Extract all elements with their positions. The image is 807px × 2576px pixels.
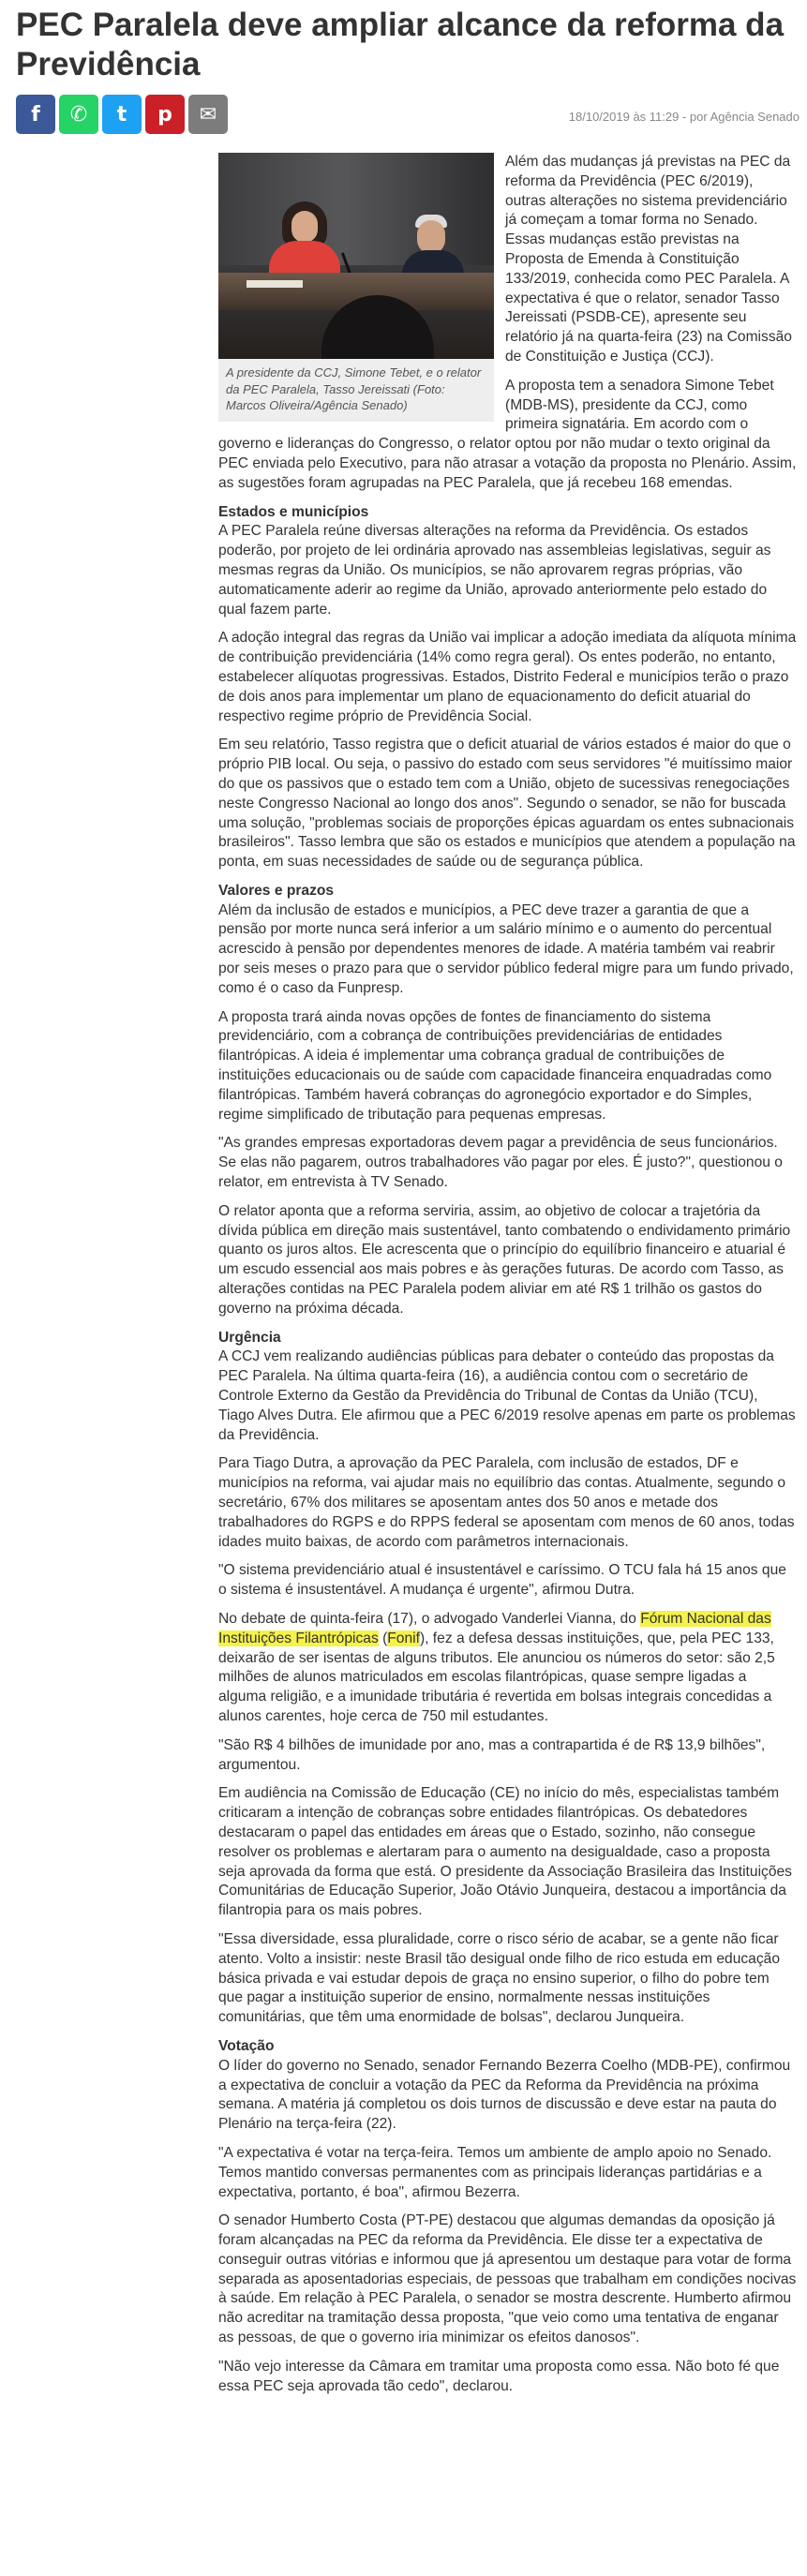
photo-caption: A presidente da CCJ, Simone Tebet, e o relator da PEC Paralela, Tasso Jereissati (Foto: Marcos Oliveira/Agência Senado) — [226, 365, 482, 412]
paragraph: "Não vejo interesse da Câmara em tramitar uma proposta como essa. Não boto fé que essa PEC seja aprovada tão cedo", declarou. — [218, 2358, 780, 2394]
paragraph: Além da inclusão de estados e municípios, a PEC deve trazer a garantia de que a pensão por morte nunca será inferior a um salário mínimo e o aumento do percentual acrescido à pensão por dependentes menores de idade. A matéria também vai reabrir por seis meses o prazo para que o servidor público federal migre para um fundo privado, como é o caso da Funpresp. — [218, 901, 794, 996]
article-photo — [218, 153, 494, 359]
article-body — [218, 153, 798, 2405]
pinterest-icon: p — [157, 102, 172, 127]
facebook-icon: f — [31, 102, 40, 127]
article-figure — [218, 153, 494, 422]
whatsapp-icon: ✆ — [69, 102, 88, 127]
paragraph: "São R$ 4 bilhões de imunidade por ano, mas a contrapartida é de R$ 13,9 bilhões", argumentou. — [218, 1736, 766, 1773]
facebook-share-button[interactable] — [16, 95, 55, 134]
section-heading: Estados e municípios — [218, 503, 369, 520]
paragraph: O senador Humberto Costa (PT-PE) destacou que algumas demandas da oposição já foram alcançadas na PEC da reforma da Previdência. Ele disse ter a expectativa de conseguir outras vitórias e informou que já apresentou um destaque para votar de forma separada as aposentadorias especiais, de pessoas que trabalham em condições nocivas à saúde. Em relação à PEC Paralela, o senador se mostra descrente. Humberto afirmou não acreditar na tramitação dessa proposta, "que veio como uma tentativa de enganar as pessoas, de que o governo iria minimizar os efeitos danosos". — [218, 2212, 797, 2346]
paragraph: Para Tiago Dutra, a aprovação da PEC Paralela, com inclusão de estados, DF e municípios na reforma, vai ajudar mais no equilíbrio das contas. Atualmente, segundo o secretário, 67% dos militares se aposentam antes dos 50 anos e metade dos trabalhadores do RGPS e do RPPS federal se aposentam com menos de 60 anos, todas idades muito baixas, de acordo com parâmetros internacionais. — [218, 1455, 795, 1550]
pinterest-share-button[interactable] — [145, 95, 185, 134]
text-run: ), fez a defesa dessas instituições, que, pela PEC 133, deixarão de ser isentas de alguns tributos. Ele anunciou os números do setor: são 2,5 milhões de alunos matriculados em escolas filantrópicas, quase sempre ligadas a alguma religião, e a imunidade tributária é revertida em bolsas integrais concedidas a alunos carentes, hoje cerca de 750 mil estudantes. — [218, 1630, 775, 1724]
share-bar — [16, 95, 228, 134]
whatsapp-share-button[interactable] — [59, 95, 98, 134]
paragraph: A proposta trará ainda novas opções de fontes de financiamento do sistema previdenciário, com a cobrança de contribuições previdenciárias de entidades filantrópicas. A ideia é implementar uma cobrança gradual de contribuições de instituições educacionais ou de saúde com capacidade financeira enquadradas como filantrópicas. Também haverá cobranças do agronegócio exportador e do Simples, regime simplificado de tributação para pequenas empresas. — [218, 1008, 772, 1123]
text-run: No debate de quinta-feira (17), o advogado Vanderlei Vianna, do — [218, 1610, 641, 1627]
email-share-button[interactable] — [188, 95, 228, 134]
paragraph: A adoção integral das regras da União vai implicar a adoção imediata da alíquota mínima de contribuição previdenciária (14% como regra geral). Os entes poderão, no entanto, estabelecer alíquotas progressivas. Estados, Distrito Federal e municípios terão o prazo de dois anos para implementar um plano de equacionamento do deficit atuarial do respectivo regime próprio de Previdência Social. — [218, 630, 797, 724]
paragraph: Em seu relatório, Tasso registra que o deficit atuarial de vários estados é maior do que o próprio PIB local. Ou seja, o passivo do estado com seus servidores "é muitíssimo maior do que os passivos que o estado tem com a União, objeto de sucessivas renegociações neste Congresso Nacional ao longo dos anos". Segundo o senador, se não for buscada uma solução, "problemas sociais de proporções épicas aguardam os entes subnacionais brasileiros". Tasso lembra que são os estados e municípios que atendem a população na ponta, em suas necessidades de saúde ou de segurança pública. — [218, 737, 796, 871]
paragraph: O líder do governo no Senado, senador Fernando Bezerra Coelho (MDB-PE), confirmou a expectativa de concluir a votação da PEC da Reforma da Previdência na próxima semana. A matéria já completou os dois turnos de discussão e deve estar na pauta do Plenário na terça-feira (22). — [218, 2057, 791, 2133]
paragraph: A PEC Paralela reúne diversas alterações na reforma da Previdência. Os estados poderão, por projeto de lei ordinária aprovado nas assembleias legislativas, seguir as mesmas regras da União. Os municípios, se não aprovarem regras próprias, vão automaticamente aderir ao regime da União, aprovado anteriormente pelo estado do qual fazem parte. — [218, 523, 771, 618]
email-icon: ✉ — [199, 102, 217, 127]
paragraph: O relator aponta que a reforma serviria, assim, ao objetivo de colocar a trajetória da dívida pública em direção mais sustentável, tanto combatendo o endividamento primário quanto os juros altos. Ele acrescenta que o princípio do equilíbrio financeiro e atuarial é um escudo essencial aos mais pobres e às gerações futuras. De acordo com Tasso, as alterações contidas na PEC Paralela podem aliviar em até R$ 1 trilhão os gastos do governo na próxima década. — [218, 1202, 791, 1317]
highlighted-link-fonif-name[interactable]: Fórum Nacional das Instituições Filantrópicas — [218, 1610, 771, 1646]
twitter-share-button[interactable] — [102, 95, 142, 134]
paragraph: "Essa diversidade, essa pluralidade, corre o risco sério de acabar, se a gente não ficar atento. Volto a insistir: neste Brasil tão desigual onde filho de rico estuda em educação básica privada e vai estudar depois de graça no ensino superior, o filho do pobre tem que pagar a instituição superior de ensino, normalmente nessas instituições comunitárias, que têm uma enormidade de bolsas", declarou Junqueira. — [218, 1930, 780, 2026]
paragraph — [218, 1610, 798, 1727]
article-meta: 18/10/2019 às 11:29 - por Agência Senado — [568, 110, 800, 124]
paragraph: Em audiência na Comissão de Educação (CE) no início do mês, especialistas também criticaram a intenção de cobranças sobre entidades filantrópicas. Os debatedores destacaram o papel das entidades em áreas que o Estado, sozinho, não consegue resolver os problemas e alertaram para o aumento na desigualdade, caso a proposta seja aprovada da forma que está. O presidente da Associação Brasileira das Instituições Comunitárias de Educação Superior, João Otávio Junqueira, destacou a importância da filantropia para os mais pobres. — [218, 1785, 792, 1919]
section-heading: Urgência — [218, 1329, 281, 1346]
paragraph: "O sistema previdenciário atual é insustentável e caríssimo. O TCU fala há 15 anos que o sistema é insustentável. A mudança é urgente", afirmou Dutra. — [218, 1562, 786, 1599]
section-heading: Valores e prazos — [218, 882, 335, 899]
paragraph: "A expectativa é votar na terça-feira. Temos um ambiente de amplo apoio no Senado. Temos mantido conversas permanentes com as principais lideranças partidárias e a expectativa, portanto, é boa", afirmou Bezerra. — [218, 2144, 772, 2200]
section-heading: Votação — [218, 2037, 275, 2054]
paragraph: Além das mudanças já previstas na PEC da reforma da Previdência (PEC 6/2019), outras alterações no sistema previdenciário já começam a tomar forma no Senado. Essas mudanças estão previstas na Proposta de Emenda à Constituição 133/2019, conhecida como PEC Paralela. A expectativa é que o relator, senador Tasso Jereissati (PSDB-CE), apresente seu relatório já na quarta-feira (23) na Comissão de Constituição e Justiça (CCJ). — [505, 154, 792, 365]
highlighted-link-fonif[interactable]: Fonif — [387, 1630, 420, 1646]
paragraph: A proposta tem a senadora Simone Tebet (MDB-MS), presidente da CCJ, como primeira signatária. Em acordo com o governo e lideranças do Congresso, o relator optou por não mudar o texto original da PEC enviada pelo Executivo, para não atrasar a votação da proposta no Plenário. Assim, as sugestões foram agrupadas na PEC Paralela, que já recebeu 168 emendas. — [218, 377, 797, 491]
text-run: ( — [378, 1630, 388, 1646]
article-headline: PEC Paralela deve ampliar alcance da reforma da Previdência — [16, 7, 785, 82]
twitter-icon: t — [116, 102, 127, 127]
paragraph: "As grandes empresas exportadoras devem pagar a previdência de seus funcionários. Se elas não pagarem, outros trabalhadores vão pagar por eles. É justo?", questionou o relator, em entrevista à TV Senado. — [218, 1135, 783, 1191]
paragraph: A CCJ vem realizando audiências públicas para debater o conteúdo das propostas da PEC Paralela. Na última quarta-feira (16), a audiência contou com o secretário de Controle Externo da Gestão da Previdência do Tribunal de Contas da União (TCU), Tiago Alves Dutra. Ele afirmou que a PEC 6/2019 resolve apenas em parte os problemas da Previdência. — [218, 1348, 796, 1443]
